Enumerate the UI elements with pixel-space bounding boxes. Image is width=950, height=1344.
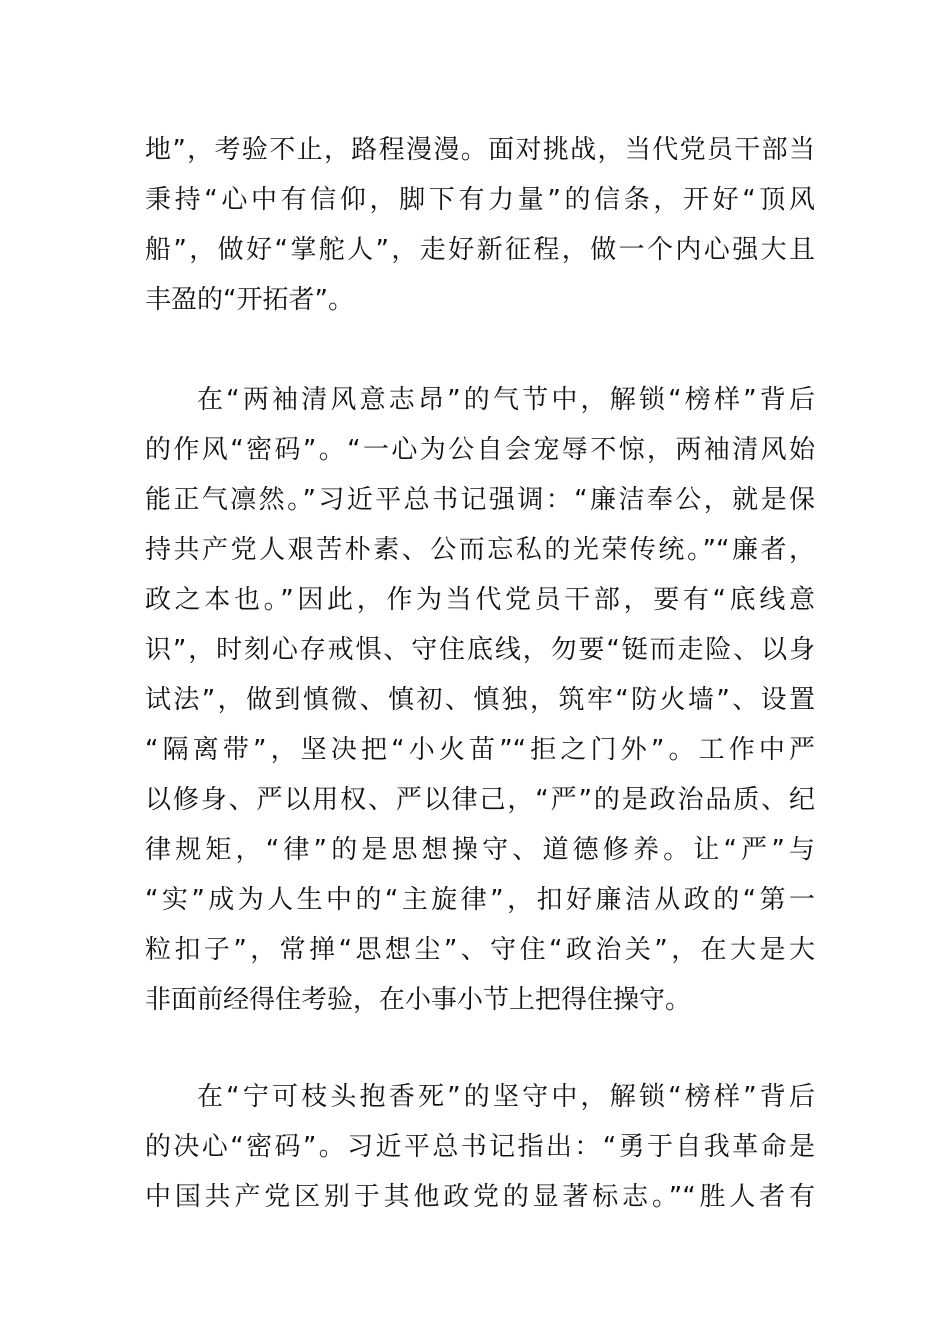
text-line: 非面前经得住考验，在小事小节上把得住操守。 (145, 985, 692, 1015)
text-line: 丰盈的“开拓者”。 (145, 285, 354, 315)
text-line: 政之本也。”因此，作为当代党员干部，要有“底线意 (145, 585, 815, 615)
text-line: “隔离带”，坚决把“小火苗”“拒之门外”。工作中严 (145, 735, 815, 765)
text-line: “实”成为人生中的“主旋律”，扣好廉洁从政的“第一 (145, 885, 815, 915)
text-line: 识”，时刻心存戒惧、守住底线，勿要“铤而走险、以身 (145, 635, 815, 665)
text-line: 粒扣子”，常掸“思想尘”、守住“政治关”，在大是大 (145, 935, 815, 965)
text-line: 的作风“密码”。“一心为公自会宠辱不惊，两袖清风始 (145, 435, 815, 465)
text-line: 地”，考验不止，路程漫漫。面对挑战，当代党员干部当 (145, 135, 815, 165)
text-line: 的决心“密码”。习近平总书记指出：“勇于自我革命是 (145, 1132, 815, 1162)
text-line: 律规矩，“律”的是思想操守、道德修养。让“严”与 (145, 835, 815, 865)
text-line: 秉持“心中有信仰，脚下有力量”的信条，开好“顶风 (145, 185, 815, 215)
text-line: 船”，做好“掌舵人”，走好新征程，做一个内心强大且 (145, 235, 815, 265)
text-line: 在“两袖清风意志昂”的气节中，解锁“榜样”背后 (197, 385, 815, 415)
text-line: 能正气凛然。”习近平总书记强调：“廉洁奉公，就是保 (145, 485, 815, 515)
text-line: 在“宁可枝头抱香死”的坚守中，解锁“榜样”背后 (197, 1082, 815, 1112)
text-line: 持共产党人艰苦朴素、公而忘私的光荣传统。”“廉者， (145, 535, 815, 565)
text-line: 中国共产党区别于其他政党的显著标志。”“胜人者有 (145, 1182, 815, 1212)
text-line: 试法”，做到慎微、慎初、慎独，筑牢“防火墙”、设置 (145, 685, 815, 715)
text-line: 以修身、严以用权、严以律己，“严”的是政治品质、纪 (145, 785, 815, 815)
